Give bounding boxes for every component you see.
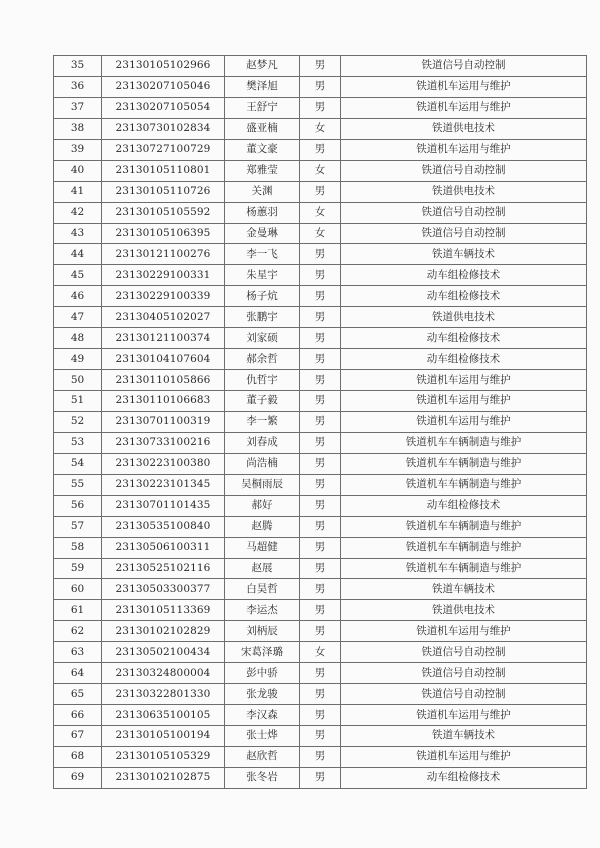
- exam-id-cell: 23130525102116: [102, 558, 225, 579]
- table-row: [54, 286, 587, 307]
- gender-cell: 男: [300, 537, 341, 558]
- row-number-cell: 62: [54, 621, 102, 642]
- major-cell: 铁道机车车辆制造与维护: [341, 432, 587, 453]
- exam-id-cell: 23130635100105: [102, 705, 225, 726]
- major-cell: 铁道供电技术: [341, 307, 587, 328]
- gender-cell: 男: [300, 453, 341, 474]
- student-roster-table: [53, 55, 587, 789]
- gender-cell: 男: [300, 370, 341, 391]
- exam-id-cell: 23130110105866: [102, 370, 225, 391]
- major-cell: 动车组检修技术: [341, 265, 587, 286]
- row-number-cell: 41: [54, 181, 102, 202]
- exam-id-cell: 23130207105046: [102, 76, 225, 97]
- student-name-cell: 盛亚楠: [225, 118, 300, 139]
- student-name-cell: 李一繁: [225, 411, 300, 432]
- table-row: [54, 705, 587, 726]
- student-name-cell: 赵展: [225, 558, 300, 579]
- exam-id-cell: 23130223100380: [102, 453, 225, 474]
- row-number-cell: 58: [54, 537, 102, 558]
- major-cell: 铁道供电技术: [341, 181, 587, 202]
- row-number-cell: 59: [54, 558, 102, 579]
- exam-id-cell: 23130229100331: [102, 265, 225, 286]
- table-row: [54, 244, 587, 265]
- student-name-cell: 李一飞: [225, 244, 300, 265]
- major-cell: 铁道车辆技术: [341, 579, 587, 600]
- table-row: [54, 370, 587, 391]
- major-cell: 动车组检修技术: [341, 328, 587, 349]
- gender-cell: 男: [300, 244, 341, 265]
- row-number-cell: 48: [54, 328, 102, 349]
- table-row: [54, 684, 587, 705]
- table-row: [54, 726, 587, 747]
- gender-cell: 男: [300, 97, 341, 118]
- table-row: [54, 746, 587, 767]
- student-name-cell: 杨子炕: [225, 286, 300, 307]
- major-cell: 动车组检修技术: [341, 495, 587, 516]
- gender-cell: 男: [300, 558, 341, 579]
- exam-id-cell: 23130102102829: [102, 621, 225, 642]
- row-number-cell: 36: [54, 76, 102, 97]
- table-row: [54, 118, 587, 139]
- table-row: [54, 621, 587, 642]
- table-row: [54, 56, 587, 77]
- student-name-cell: 樊泽旭: [225, 76, 300, 97]
- student-name-cell: 张鹏宇: [225, 307, 300, 328]
- major-cell: 铁道供电技术: [341, 600, 587, 621]
- row-number-cell: 37: [54, 97, 102, 118]
- major-cell: 铁道供电技术: [341, 118, 587, 139]
- exam-id-cell: 23130730102834: [102, 118, 225, 139]
- row-number-cell: 63: [54, 642, 102, 663]
- gender-cell: 女: [300, 642, 341, 663]
- gender-cell: 男: [300, 76, 341, 97]
- gender-cell: 男: [300, 726, 341, 747]
- major-cell: 铁道信号自动控制: [341, 160, 587, 181]
- student-name-cell: 吴桐雨辰: [225, 474, 300, 495]
- major-cell: 铁道机车运用与维护: [341, 76, 587, 97]
- student-name-cell: 刘春成: [225, 432, 300, 453]
- exam-id-cell: 23130229100339: [102, 286, 225, 307]
- row-number-cell: 53: [54, 432, 102, 453]
- gender-cell: 男: [300, 495, 341, 516]
- gender-cell: 男: [300, 746, 341, 767]
- major-cell: 铁道机车运用与维护: [341, 705, 587, 726]
- student-name-cell: 张龙骏: [225, 684, 300, 705]
- table-row: [54, 474, 587, 495]
- exam-id-cell: 23130105105329: [102, 746, 225, 767]
- gender-cell: 男: [300, 684, 341, 705]
- student-name-cell: 关渊: [225, 181, 300, 202]
- table-row: [54, 139, 587, 160]
- table-row: [54, 516, 587, 537]
- roster-body: [54, 56, 587, 789]
- gender-cell: 男: [300, 579, 341, 600]
- table-row: [54, 307, 587, 328]
- table-row: [54, 495, 587, 516]
- student-name-cell: 金曼琳: [225, 223, 300, 244]
- exam-id-cell: 23130535100840: [102, 516, 225, 537]
- exam-id-cell: 23130121100374: [102, 328, 225, 349]
- student-name-cell: 郝余哲: [225, 349, 300, 370]
- gender-cell: 男: [300, 349, 341, 370]
- major-cell: 铁道机车车辆制造与维护: [341, 537, 587, 558]
- row-number-cell: 46: [54, 286, 102, 307]
- student-name-cell: 董文豪: [225, 139, 300, 160]
- major-cell: 铁道机车运用与维护: [341, 621, 587, 642]
- table-row: [54, 391, 587, 412]
- row-number-cell: 56: [54, 495, 102, 516]
- table-row: [54, 349, 587, 370]
- exam-id-cell: 23130105110726: [102, 181, 225, 202]
- major-cell: 铁道机车车辆制造与维护: [341, 558, 587, 579]
- table-row: [54, 97, 587, 118]
- major-cell: 铁道机车运用与维护: [341, 391, 587, 412]
- table-row: [54, 181, 587, 202]
- row-number-cell: 66: [54, 705, 102, 726]
- student-name-cell: 郝好: [225, 495, 300, 516]
- row-number-cell: 42: [54, 202, 102, 223]
- row-number-cell: 61: [54, 600, 102, 621]
- exam-id-cell: 23130324800004: [102, 663, 225, 684]
- gender-cell: 男: [300, 767, 341, 788]
- exam-id-cell: 23130727100729: [102, 139, 225, 160]
- student-name-cell: 郑雅莹: [225, 160, 300, 181]
- major-cell: 铁道车辆技术: [341, 726, 587, 747]
- exam-id-cell: 23130105100194: [102, 726, 225, 747]
- major-cell: 铁道信号自动控制: [341, 663, 587, 684]
- major-cell: 铁道信号自动控制: [341, 202, 587, 223]
- major-cell: 动车组检修技术: [341, 286, 587, 307]
- gender-cell: 男: [300, 474, 341, 495]
- student-name-cell: 张士烨: [225, 726, 300, 747]
- table-row: [54, 453, 587, 474]
- exam-id-cell: 23130502100434: [102, 642, 225, 663]
- student-name-cell: 董子毅: [225, 391, 300, 412]
- table-row: [54, 767, 587, 788]
- exam-id-cell: 23130105102966: [102, 56, 225, 77]
- major-cell: 铁道机车车辆制造与维护: [341, 453, 587, 474]
- student-name-cell: 赵腾: [225, 516, 300, 537]
- student-name-cell: 杨蕙羽: [225, 202, 300, 223]
- row-number-cell: 51: [54, 391, 102, 412]
- student-name-cell: 白昊哲: [225, 579, 300, 600]
- student-name-cell: 尚浩楠: [225, 453, 300, 474]
- row-number-cell: 68: [54, 746, 102, 767]
- row-number-cell: 40: [54, 160, 102, 181]
- gender-cell: 男: [300, 391, 341, 412]
- row-number-cell: 64: [54, 663, 102, 684]
- major-cell: 铁道车辆技术: [341, 244, 587, 265]
- row-number-cell: 55: [54, 474, 102, 495]
- student-name-cell: 张冬岩: [225, 767, 300, 788]
- gender-cell: 男: [300, 621, 341, 642]
- table-row: [54, 328, 587, 349]
- table-row: [54, 537, 587, 558]
- major-cell: 铁道信号自动控制: [341, 56, 587, 77]
- row-number-cell: 44: [54, 244, 102, 265]
- table-row: [54, 411, 587, 432]
- major-cell: 铁道机车运用与维护: [341, 411, 587, 432]
- exam-id-cell: 23130506100311: [102, 537, 225, 558]
- table-row: [54, 76, 587, 97]
- student-name-cell: 刘家硕: [225, 328, 300, 349]
- row-number-cell: 65: [54, 684, 102, 705]
- major-cell: 铁道信号自动控制: [341, 642, 587, 663]
- student-name-cell: 宋葛泽璐: [225, 642, 300, 663]
- exam-id-cell: 23130105113369: [102, 600, 225, 621]
- row-number-cell: 35: [54, 56, 102, 77]
- gender-cell: 女: [300, 118, 341, 139]
- major-cell: 铁道信号自动控制: [341, 684, 587, 705]
- row-number-cell: 38: [54, 118, 102, 139]
- student-name-cell: 马超健: [225, 537, 300, 558]
- table-row: [54, 558, 587, 579]
- exam-id-cell: 23130105106395: [102, 223, 225, 244]
- student-name-cell: 赵梦凡: [225, 56, 300, 77]
- student-name-cell: 朱星宇: [225, 265, 300, 286]
- row-number-cell: 54: [54, 453, 102, 474]
- row-number-cell: 57: [54, 516, 102, 537]
- gender-cell: 男: [300, 286, 341, 307]
- student-name-cell: 赵欣哲: [225, 746, 300, 767]
- row-number-cell: 39: [54, 139, 102, 160]
- exam-id-cell: 23130405102027: [102, 307, 225, 328]
- student-name-cell: 彭中骄: [225, 663, 300, 684]
- exam-id-cell: 23130223101345: [102, 474, 225, 495]
- major-cell: 铁道机车车辆制造与维护: [341, 474, 587, 495]
- table-row: [54, 265, 587, 286]
- row-number-cell: 50: [54, 370, 102, 391]
- student-name-cell: 刘柄辰: [225, 621, 300, 642]
- row-number-cell: 43: [54, 223, 102, 244]
- major-cell: 铁道机车运用与维护: [341, 139, 587, 160]
- exam-id-cell: 23130503300377: [102, 579, 225, 600]
- table-row: [54, 600, 587, 621]
- gender-cell: 女: [300, 223, 341, 244]
- row-number-cell: 45: [54, 265, 102, 286]
- exam-id-cell: 23130322801330: [102, 684, 225, 705]
- exam-id-cell: 23130121100276: [102, 244, 225, 265]
- table-row: [54, 642, 587, 663]
- student-name-cell: 李运杰: [225, 600, 300, 621]
- major-cell: 铁道机车运用与维护: [341, 97, 587, 118]
- gender-cell: 男: [300, 328, 341, 349]
- gender-cell: 男: [300, 516, 341, 537]
- exam-id-cell: 23130102102875: [102, 767, 225, 788]
- exam-id-cell: 23130701100319: [102, 411, 225, 432]
- gender-cell: 男: [300, 265, 341, 286]
- gender-cell: 男: [300, 663, 341, 684]
- exam-id-cell: 23130104107604: [102, 349, 225, 370]
- major-cell: 铁道机车车辆制造与维护: [341, 516, 587, 537]
- table-row: [54, 160, 587, 181]
- student-name-cell: 王舒宁: [225, 97, 300, 118]
- exam-id-cell: 23130701101435: [102, 495, 225, 516]
- table-row: [54, 663, 587, 684]
- major-cell: 铁道机车运用与维护: [341, 370, 587, 391]
- exam-id-cell: 23130110106683: [102, 391, 225, 412]
- major-cell: 动车组检修技术: [341, 767, 587, 788]
- gender-cell: 男: [300, 411, 341, 432]
- major-cell: 动车组检修技术: [341, 349, 587, 370]
- gender-cell: 男: [300, 181, 341, 202]
- student-name-cell: 仇哲宇: [225, 370, 300, 391]
- gender-cell: 男: [300, 600, 341, 621]
- row-number-cell: 67: [54, 726, 102, 747]
- exam-id-cell: 23130733100216: [102, 432, 225, 453]
- gender-cell: 男: [300, 307, 341, 328]
- gender-cell: 男: [300, 139, 341, 160]
- exam-id-cell: 23130105105592: [102, 202, 225, 223]
- student-name-cell: 李汉森: [225, 705, 300, 726]
- exam-id-cell: 23130207105054: [102, 97, 225, 118]
- gender-cell: 男: [300, 432, 341, 453]
- exam-id-cell: 23130105110801: [102, 160, 225, 181]
- row-number-cell: 52: [54, 411, 102, 432]
- table-row: [54, 202, 587, 223]
- gender-cell: 男: [300, 56, 341, 77]
- gender-cell: 女: [300, 202, 341, 223]
- row-number-cell: 47: [54, 307, 102, 328]
- gender-cell: 男: [300, 705, 341, 726]
- row-number-cell: 60: [54, 579, 102, 600]
- row-number-cell: 69: [54, 767, 102, 788]
- row-number-cell: 49: [54, 349, 102, 370]
- major-cell: 铁道机车运用与维护: [341, 746, 587, 767]
- table-row: [54, 579, 587, 600]
- table-row: [54, 432, 587, 453]
- major-cell: 铁道信号自动控制: [341, 223, 587, 244]
- table-row: [54, 223, 587, 244]
- gender-cell: 女: [300, 160, 341, 181]
